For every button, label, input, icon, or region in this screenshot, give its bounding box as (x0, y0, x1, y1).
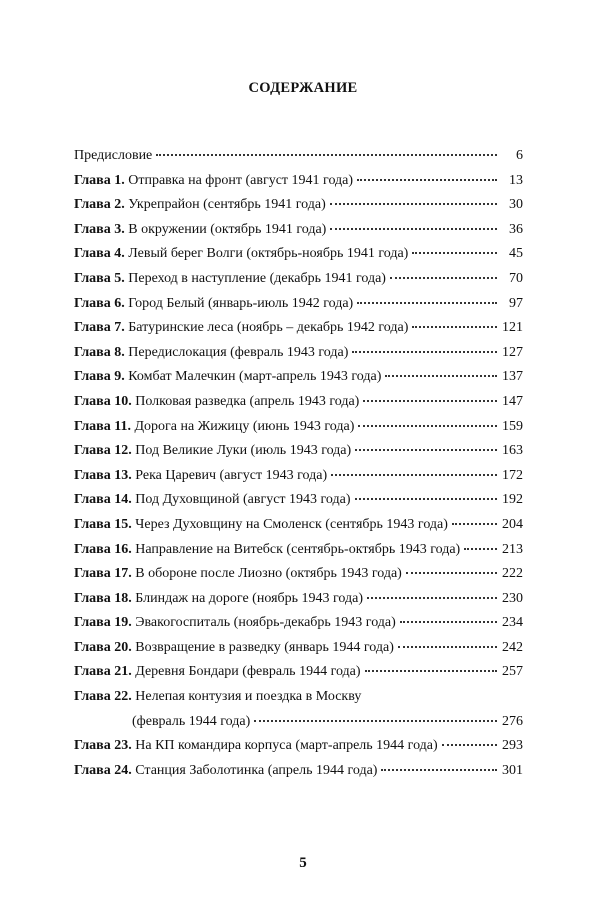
toc-entry[interactable] (74, 443, 523, 468)
chapter-title: Город Белый (январь-июль 1942 года) (128, 295, 354, 311)
chapter-number: Глава 6. (74, 295, 125, 311)
toc-entry[interactable] (74, 148, 523, 173)
page-number: 5 (299, 855, 307, 871)
toc-entry-label (74, 173, 353, 189)
dot-leader (442, 744, 497, 746)
dot-leader (381, 769, 497, 771)
toc-entry[interactable] (74, 345, 523, 370)
dot-leader (363, 400, 497, 402)
toc-entry[interactable] (74, 222, 523, 247)
chapter-title: Река Царевич (август 1943 года) (135, 467, 328, 483)
chapter-title: Через Духовщину на Смоленск (сентябрь 1943 года) (135, 516, 448, 532)
toc-page-number: 70 (509, 270, 523, 286)
chapter-title: Комбат Малечкин (март-апрель 1943 года) (128, 369, 382, 385)
toc-page-number: 147 (502, 393, 523, 409)
dot-leader (412, 252, 497, 254)
chapter-title: Дорога на Жижицу (июнь 1943 года) (134, 418, 355, 434)
chapter-number: Глава 17. (74, 566, 132, 582)
chapter-number: Глава 9. (74, 369, 125, 385)
chapter-title: Направление на Витебск (сентябрь-октябрь 1943 года) (135, 541, 461, 557)
toc-page-number: 172 (502, 467, 523, 483)
chapter-number: Глава 19. (74, 615, 132, 631)
toc-page-number: 213 (502, 541, 523, 557)
toc-page-number: 163 (502, 443, 523, 459)
toc-entry[interactable] (74, 246, 523, 271)
chapter-title: Блиндаж на дороге (ноябрь 1943 года) (135, 590, 364, 606)
toc-entry-label (74, 443, 351, 459)
toc-entry-label (74, 369, 381, 385)
dot-leader (385, 375, 497, 377)
toc-entry-label (74, 664, 361, 680)
dot-leader (357, 179, 497, 181)
dot-leader (365, 670, 497, 672)
chapter-number: Глава 11. (74, 418, 131, 434)
toc-entry-label (74, 296, 353, 312)
chapter-number: Глава 12. (74, 443, 132, 459)
chapter-number: Глава 23. (74, 738, 132, 754)
chapter-number: Глава 2. (74, 197, 125, 213)
chapter-title: Отправка на фронт (август 1941 года) (128, 172, 354, 188)
toc-entry[interactable] (74, 517, 523, 542)
dot-leader (390, 277, 497, 279)
toc-entry[interactable] (74, 640, 523, 665)
chapter-title: Левый берег Волги (октябрь-ноябрь 1941 года) (128, 246, 409, 262)
toc-entry-label (74, 517, 448, 533)
toc-page-number: 301 (502, 762, 523, 778)
chapter-number: Глава 1. (74, 172, 125, 188)
toc-entry[interactable] (74, 173, 523, 198)
toc-entry[interactable] (74, 689, 523, 714)
toc-entry-label (74, 419, 354, 435)
table-of-contents (74, 148, 523, 787)
chapter-title: Станция Заболотинка (апрель 1944 года) (135, 762, 378, 778)
toc-entry[interactable] (74, 419, 523, 444)
toc-entry[interactable] (74, 394, 523, 419)
chapter-number: Глава 7. (74, 320, 125, 336)
dot-leader (452, 523, 497, 525)
toc-entry[interactable] (74, 197, 523, 222)
dot-leader (352, 351, 497, 353)
chapter-title: На КП командира корпуса (март-апрель 1944 года) (135, 738, 438, 754)
toc-page-number: 192 (502, 492, 523, 508)
toc-page-number: 234 (502, 615, 523, 631)
toc-entry-label (74, 468, 327, 484)
toc-page-number: 242 (502, 639, 523, 655)
toc-page-number: 127 (502, 344, 523, 360)
chapter-number: Глава 5. (74, 270, 125, 286)
chapter-number: Глава 21. (74, 664, 132, 680)
dot-leader (400, 621, 497, 623)
chapter-number: Глава 13. (74, 467, 132, 483)
chapter-number: Глава 3. (74, 221, 125, 237)
toc-entry[interactable] (74, 591, 523, 616)
chapter-number: Глава 8. (74, 344, 125, 360)
toc-entry-continuation[interactable] (74, 714, 523, 739)
chapter-number: Глава 18. (74, 590, 132, 606)
toc-entry[interactable] (74, 271, 523, 296)
toc-page-number: 204 (502, 516, 523, 532)
toc-page-number: 97 (509, 295, 523, 311)
toc-entry-label (74, 542, 460, 558)
toc-entry-label (74, 615, 396, 631)
chapter-title-continuation: (февраль 1944 года) (132, 713, 251, 729)
chapter-number: Глава 10. (74, 393, 132, 409)
toc-entry-label (74, 148, 152, 164)
chapter-title: В окружении (октябрь 1941 года) (128, 221, 327, 237)
dot-leader (357, 302, 497, 304)
toc-entry-label (74, 246, 408, 262)
dot-leader (355, 498, 497, 500)
toc-entry-label (74, 271, 386, 287)
toc-page-number: 230 (502, 590, 523, 606)
dot-leader (331, 474, 497, 476)
chapter-title: Укрепрайон (сентябрь 1941 года) (128, 197, 326, 213)
toc-entry-label (74, 566, 402, 582)
dot-leader (330, 228, 497, 230)
toc-entry[interactable] (74, 468, 523, 493)
toc-entry[interactable] (74, 738, 523, 763)
chapter-title: Полковая разведка (апрель 1943 года) (135, 393, 360, 409)
toc-entry[interactable] (74, 369, 523, 394)
toc-entry[interactable] (74, 492, 523, 517)
chapter-number: Глава 15. (74, 516, 132, 532)
dot-leader (358, 425, 497, 427)
dot-leader (406, 572, 497, 574)
toc-page-number: 293 (502, 738, 523, 754)
chapter-number: Глава 14. (74, 492, 132, 508)
dot-leader (254, 720, 497, 722)
toc-entry[interactable] (74, 296, 523, 321)
toc-entry[interactable] (74, 542, 523, 567)
chapter-title: Предисловие (74, 148, 153, 163)
toc-page-number: 45 (509, 246, 523, 262)
chapter-title: В обороне после Лиозно (октябрь 1943 года) (135, 566, 402, 582)
toc-entry[interactable] (74, 664, 523, 689)
chapter-title: Нелепая контузия и поездка в Москву (135, 689, 362, 705)
chapter-title: Передислокация (февраль 1943 года) (128, 344, 349, 360)
toc-page-number: 36 (509, 221, 523, 237)
chapter-number: Глава 4. (74, 246, 125, 262)
chapter-title: Батуринские леса (ноябрь – декабрь 1942 года) (128, 320, 409, 336)
dot-leader (412, 326, 497, 328)
toc-page-number: 6 (516, 148, 523, 163)
chapter-number: Глава 20. (74, 639, 132, 655)
toc-page-number: 257 (502, 664, 523, 680)
chapter-title: Деревня Бондари (февраль 1944 года) (135, 664, 361, 680)
chapter-title: Эвакогоспиталь (ноябрь-декабрь 1943 года) (135, 615, 396, 631)
chapter-number: Глава 22. (74, 689, 132, 705)
toc-entry-label (74, 763, 377, 779)
dot-leader (156, 154, 497, 156)
chapter-title: Переход в наступление (декабрь 1941 года) (128, 270, 386, 286)
toc-entry[interactable] (74, 763, 523, 788)
toc-entry-label (74, 394, 359, 410)
dot-leader (464, 548, 497, 550)
toc-entry[interactable] (74, 615, 523, 640)
toc-entry-label (74, 492, 351, 508)
toc-entry-label (74, 197, 326, 213)
toc-page-number: 222 (502, 566, 523, 582)
toc-entry-label (74, 640, 394, 656)
dot-leader (330, 203, 497, 205)
chapter-title: Под Великие Луки (июль 1943 года) (135, 443, 352, 459)
toc-entry-label (74, 222, 326, 238)
chapter-number: Глава 16. (74, 541, 132, 557)
toc-page-number: 276 (502, 713, 523, 729)
chapter-title: Под Духовщиной (август 1943 года) (135, 492, 351, 508)
chapter-title: Возвращение в разведку (январь 1944 года) (135, 639, 394, 655)
toc-entry-label (74, 689, 361, 705)
toc-entry-label (74, 345, 348, 361)
chapter-number: Глава 24. (74, 762, 132, 778)
toc-page-number: 159 (502, 418, 523, 434)
dot-leader (355, 449, 497, 451)
toc-entry[interactable] (74, 320, 523, 345)
toc-page-number: 30 (509, 197, 523, 213)
toc-page-number: 13 (509, 172, 523, 188)
toc-title: СОДЕРЖАНИЕ (248, 80, 358, 96)
toc-entry-label (74, 320, 408, 336)
toc-entry-label (74, 591, 363, 607)
toc-entry[interactable] (74, 566, 523, 591)
toc-entry-label (74, 738, 438, 754)
toc-page-number: 121 (502, 320, 523, 336)
dot-leader (398, 646, 497, 648)
dot-leader (367, 597, 497, 599)
toc-page-number: 137 (502, 369, 523, 385)
